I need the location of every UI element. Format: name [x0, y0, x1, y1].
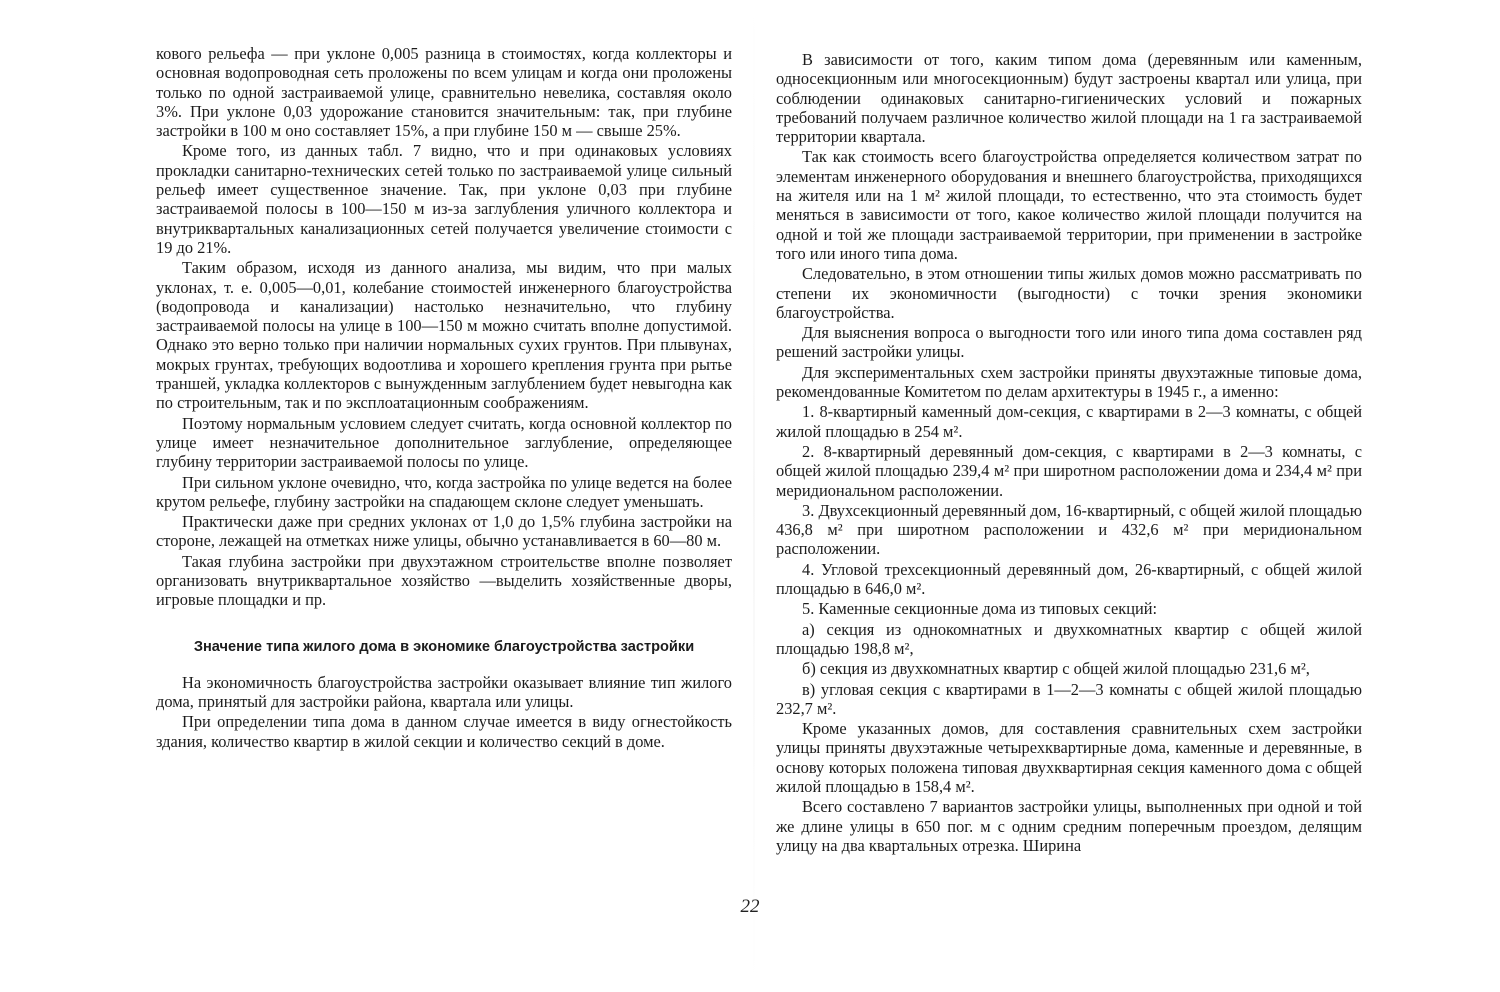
left-body-top	[156, 44, 732, 610]
paragraph: Таким образом, исходя из данного анализа, мы видим, что при малых уклонах, т. е. 0,005—0,01, колебание стоимостей инженерного благоустройства (водопровода и канализации) настолько незначительно, что глубину застраиваемой полосы на улице в 100—150 м можно считать вполне допустимой. Однако это верно только при наличии нормальных сухих грунтов. При плывунах, мокрых грунтах, требующих водоотлива и хорошего крепления грунта при рытье траншей, укладка коллекторов с вынужденным заглублением будет невыгодна как по строительным, так и по эксплоатационным соображениям.	[156, 258, 732, 413]
paragraph: в) угловая секция с квартирами в 1—2—3 комнаты с общей жилой площадью 232,7 м².	[776, 679, 1362, 718]
paragraph: Всего составлено 7 вариантов застройки улицы, выполненных при одной и той же длине улицы в 650 пог. м с одним средним поперечным проездом, делящим улицу на два квартальных отрезка. Ширина	[776, 797, 1362, 855]
paragraph: Кроме того, из данных табл. 7 видно, что и при одинаковых условиях прокладки санитарно-технических сетей только по застраиваемой улице сильный рельеф имеет существенное значение. Так, при уклоне 0,03 при глубине застраиваемой полосы в 100—150 м из-за заглубления уличного коллектора и внутриквартальных канализационных сетей получается увеличение стоимости с 19 до 21%.	[156, 141, 732, 257]
paragraph: Кроме указанных домов, для составления сравнительных схем застройки улицы приняты двухэтажные четырехквартирные дома, каменные и деревянные, в основу которых положена типовая двухквартирная секция каменного дома с общей жилой площадью в 158,4 м².	[776, 719, 1362, 796]
page-number: 22	[740, 896, 760, 917]
paragraph: В зависимости от того, каким типом дома (деревянным или каменным, односекционным или многосекционным) будут застроены квартал или улица, при соблюдении одинаковых санитарно-гигиенических условий и пожарных требований получаем различное количество жилой площади на 1 га застраиваемой территории квартала.	[776, 50, 1362, 147]
paragraph: На экономичность благоустройства застройки оказывает влияние тип жилого дома, принятый для застройки района, квартала или улицы.	[156, 672, 732, 711]
right-body	[776, 50, 1362, 855]
paragraph: При сильном уклоне очевидно, что, когда застройка по улице ведется на более крутом рельефе, глубину застройки на спадающем склоне следует уменьшать.	[156, 472, 732, 511]
paragraph: 3. Двухсекционный деревянный дом, 16-квартирный, с общей жилой площадью 436,8 м² при широтном расположении и 432,6 м² при меридиональном расположении.	[776, 500, 1362, 559]
right-page	[776, 50, 1362, 856]
paragraph: Практически даже при средних уклонах от 1,0 до 1,5% глубина застройки на стороне, лежащей на отметках ниже улицы, обычно устанавливается в 60—80 м.	[156, 512, 732, 551]
paragraph: Так как стоимость всего благоустройства определяется количеством затрат по элементам инженерного оборудования и внешнего благоустройства, приходящихся на жителя или на 1 м² жилой площади, то естественно, что эта стоимость будет меняться в зависимости от того, какое количество жилой площади получится на одной и той же площади застраиваемой территории, при применении в застройке того или иного типа дома.	[776, 147, 1362, 263]
page-gutter	[753, 0, 755, 992]
paragraph: Для экспериментальных схем застройки приняты двухэтажные типовые дома, рекомендованные Комитетом по делам архитектуры в 1945 г., а именно:	[776, 362, 1362, 402]
paragraph: Поэтому нормальным условием следует считать, когда основной коллектор по улице имеет незначительное дополнительное заглубление, определяющее глубину территории застраиваемой полосы по улице.	[156, 413, 732, 472]
paragraph: 5. Каменные секционные дома из типовых секций:	[802, 599, 1158, 619]
paragraph: 2. 8-квартирный деревянный дом-секция, с квартирами в 2—3 комнаты, с общей жилой площадью 239,4 м² при широтном расположении дома и 234,4 м² при меридиональном расположении.	[776, 441, 1362, 500]
paragraph: Такая глубина застройки при двухэтажном строительстве вполне позволяет организовать внутриквартальное хозяйство —выделить хозяйственные дворы, игровые площадки и пр.	[156, 551, 732, 610]
paragraph: Для выяснения вопроса о выгодности того или иного типа дома составлен ряд решений застройки улицы.	[776, 323, 1362, 362]
section-heading: Значение типа жилого дома в экономике благоустройства застройки	[193, 638, 695, 655]
left-body-bottom	[156, 673, 732, 751]
paragraph: 1. 8-квартирный каменный дом-секция, с квартирами в 2—3 комнаты, с общей жилой площадью в 254 м².	[776, 402, 1362, 441]
paragraph: При определении типа дома в данном случае имеется в виду огнестойкость здания, количество квартир в жилой секции и количество секций в доме.	[156, 712, 732, 751]
paragraph: 4. Угловой трехсекционный деревянный дом, 26-квартирный, с общей жилой площадью в 646,0 м².	[776, 559, 1362, 599]
paragraph: а) секция из однокомнатных и двухкомнатных квартир с общей жилой площадью 198,8 м²,	[776, 619, 1362, 658]
paragraph: Следовательно, в этом отношении типы жилых домов можно рассматривать по степени их экономичности (выгодности) с точки зрения экономики благоустройства.	[776, 264, 1362, 322]
paragraph: кового рельефа — при уклоне 0,005 разница в стоимостях, когда коллекторы и основная водопроводная сеть проложены по всем улицам и когда они проложены только по одной застраиваемой улице, сравнительно невелика, составляя около 3%. При уклоне 0,03 удорожание становится значительным: так, при глубине застройки в 100 м оно составляет 15%, а при глубине 150 м — свыше 25%.	[156, 44, 732, 141]
left-page	[156, 44, 732, 752]
paragraph: б) секция из двухкомнатных квартир с общей жилой площадью 231,6 м²,	[802, 659, 1310, 679]
